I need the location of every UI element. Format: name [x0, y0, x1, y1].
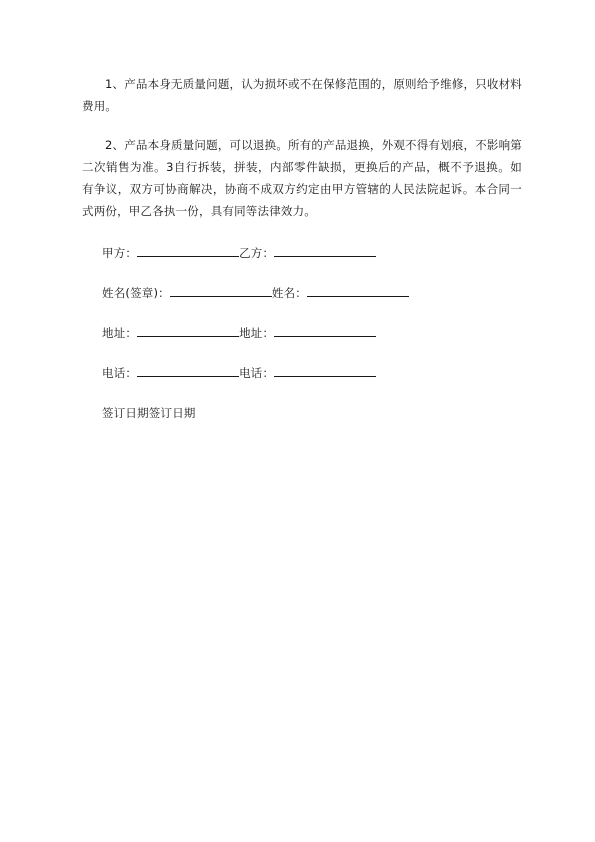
signature-row-address [82, 325, 522, 341]
name-blank [307, 285, 409, 297]
address-b-blank [274, 325, 376, 337]
clause-paragraph-2: 2、产品本身质量问题，可以退换。所有的产品退换，外观不得有划痕，不影响第二次销售为准。3自行拆装，拼装，内部零件缺损，更换后的产品，概不予退换。如有争议，双方可协商解决，协商不成双方约定由甲方管辖的人民法院起诉。本合同一式两份，甲乙各执一份，具有同等法律效力。 [82, 138, 523, 218]
signature-row-party [82, 245, 522, 261]
address-a-label: 地址： [102, 326, 138, 340]
party-a-blank [137, 245, 239, 257]
name-label: 姓名： [271, 286, 307, 300]
phone-a-blank [137, 365, 239, 377]
signing-date-line: 签订日期签订日期 [102, 406, 196, 420]
signature-row-name [82, 285, 522, 301]
party-b-label: 乙方： [239, 246, 275, 260]
party-a-label: 甲方： [102, 246, 138, 260]
phone-a-label: 电话： [102, 366, 138, 380]
address-b-label: 地址： [239, 326, 275, 340]
clause-paragraph-1: 1、产品本身无质量问题，认为损坏或不在保修范围的，原则给予维修，只收材料费用。 [82, 77, 523, 113]
signature-row-phone [82, 365, 522, 381]
address-a-blank [137, 325, 239, 337]
name-sign-label: 姓名(签章)： [102, 286, 170, 300]
phone-b-label: 电话： [239, 366, 275, 380]
party-b-blank [274, 245, 376, 257]
phone-b-blank [274, 365, 376, 377]
name-sign-blank [170, 285, 272, 297]
document-body [82, 73, 522, 421]
